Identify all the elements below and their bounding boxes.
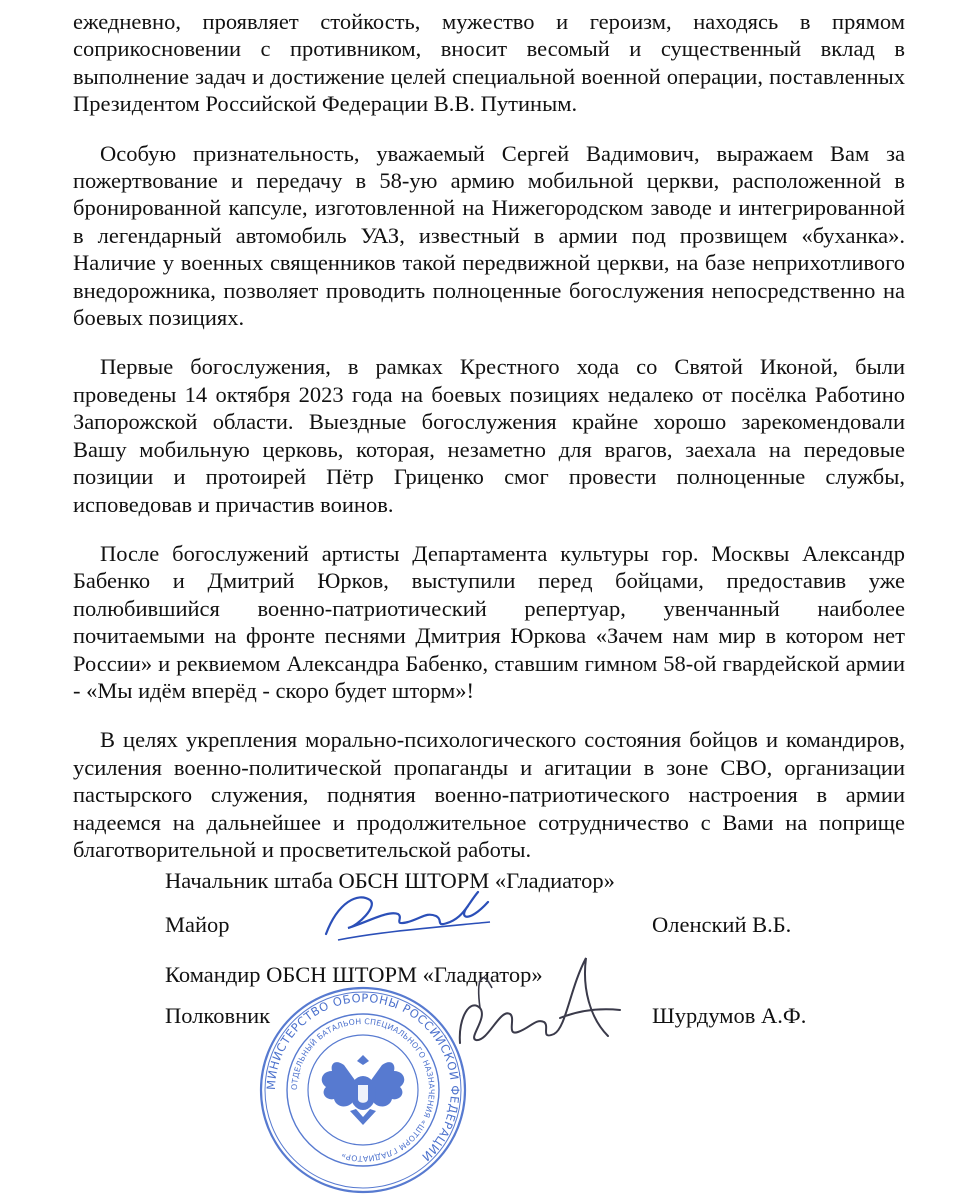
commander-title: Командир ОБСН ШТОРМ «Гладиатор» [165, 962, 543, 987]
chief-of-staff-title: Начальник штаба ОБСН ШТОРМ «Гладиатор» [165, 868, 615, 893]
chief-signature [318, 882, 498, 952]
commander-rank: Полковник [165, 1003, 271, 1028]
paragraph-continuation: ежедневно, проявляет стойкость, мужество и героизм, находясь в прямом соприкосновении с противником, вносит весомый и существенный вклад в выполнение задач и достижение целей специальной военной операции, поставленных Президентом Российской Федерации В.В. Путиным. [73, 9, 905, 117]
official-stamp [258, 985, 468, 1195]
commander-name: Шурдумов А.Ф. [652, 1003, 807, 1028]
letter-body [73, 8, 905, 885]
paragraph-cooperation: В целях укрепления морально-психологического состояния бойцов и командиров, усиления военно-политической пропаганды и агитации в зоне СВО, организации пастырского служения, поднятия военно-патриотического настроения в армии надеемся на дальнейшее и продолжительное сотрудничество с Вами на поприще благотворительной и просветительской работы. [73, 727, 905, 862]
chief-of-staff-name: Оленский В.Б. [652, 912, 792, 937]
stamp-outer-text: МИНИСТЕРСТВО ОБОРОНЫ РОССИЙСКОЙ ФЕДЕРАЦИИ [263, 990, 463, 1165]
chief-of-staff-rank: Майор [165, 912, 230, 937]
commander-signature [440, 948, 630, 1058]
stamp-inner-text: ОТДЕЛЬНЫЙ БАТАЛЬОН СПЕЦИАЛЬНОГО НАЗНАЧЕНИЯ «ШТОРМ ГЛАДИАТОР» [289, 1016, 437, 1164]
paragraph-mobile-church: Особую признательность, уважаемый Сергей Вадимович, выражаем Вам за пожертвование и передачу в 58-ую армию мобильной церкви, расположенной в бронированной капсуле, изготовленной на Нижегородском заводе и интегрированной в легендарный автомобиль УАЗ, известный в армии под прозвищем «буханка». Наличие у военных священников такой передвижной церкви, на базе неприхотливого внедорожника, позволяет проводить полноценные богослужения непосредственно на боевых позициях. [73, 140, 905, 331]
paragraph-artists: После богослужений артисты Департамента культуры гор. Москвы Александр Бабенко и Дмитрий Юрков, выступили перед бойцами, предоставив уже полюбившийся военно-патриотический репертуар, увенчанный наиболее почитаемыми на фронте песнями Дмитрия Юркова «Зачем нам мир в котором нет России» и реквиемом Александра Бабенко, ставшим гимном 58-ой гвардейской армии - «Мы идём вперёд - скоро будет шторм»! [73, 540, 905, 703]
paragraph-first-services: Первые богослужения, в рамках Крестного хода со Святой Иконой, были проведены 14 октября 2023 года на боевых позициях недалеко от посёлка Работино Запорожской области. Выездные богослужения крайне хорошо зарекомендовали Вашу мобильную церковь, которая, незаметно для врагов, заехала на передовые позиции и протоирей Пётр Гриценко смог провести полноценные службы, исповедовав и причастив воинов. [73, 354, 905, 517]
